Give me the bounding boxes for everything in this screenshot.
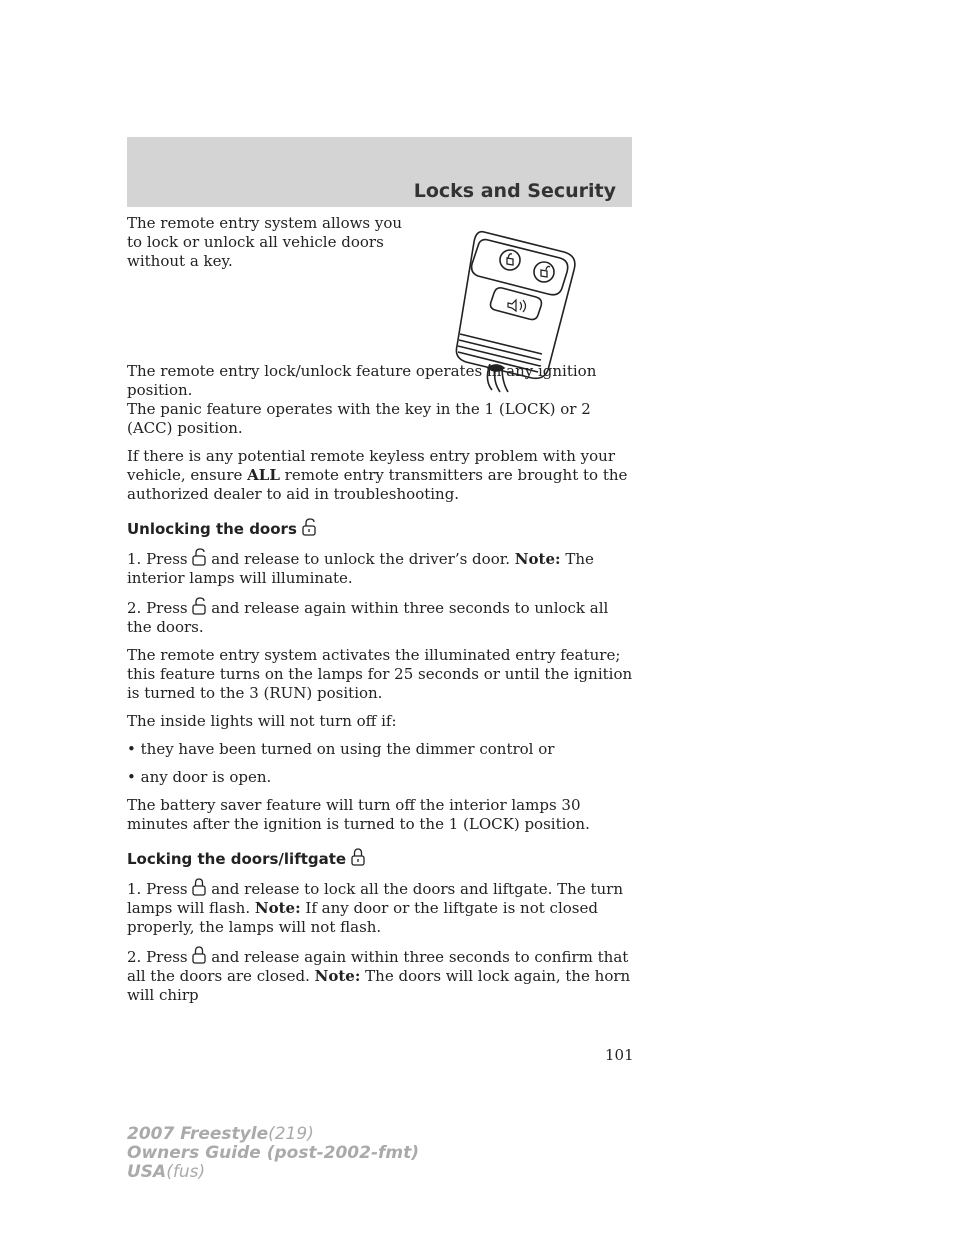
- intro-text: The remote entry system allows you to lock or unlock all vehicle doors without a key.: [127, 214, 403, 270]
- page-content: [127, 214, 637, 1014]
- bullet-item: • any door is open.: [127, 768, 272, 786]
- lock-padlock-icon: [192, 878, 206, 896]
- lock-step-2: 2. Press and release again within three seconds to confirm that all the doors are closed. Note: The doors will lock again, the horn will chirp: [127, 948, 631, 1004]
- footer: 2007 Freestyle(219) Owners Guide (post-2002-fmt) USA(fus): [127, 1124, 420, 1182]
- unlock-step-2: 2. Press and release again within three seconds to unlock all the doors.: [127, 599, 609, 636]
- header-band: [127, 137, 632, 207]
- lock-padlock-icon: [192, 946, 206, 964]
- section-title: Locks and Security: [413, 180, 616, 202]
- heading-unlocking: Unlocking the doors: [127, 518, 637, 539]
- paragraph-panic: The panic feature operates with the key in the 1 (LOCK) or 2 (ACC) position.: [127, 400, 591, 437]
- unlock-padlock-icon: [192, 597, 206, 615]
- unlock-step-1: 1. Press and release to unlock the driver’s door. Note: The interior lamps will illuminate.: [127, 550, 594, 587]
- illuminated-entry-text: The remote entry system activates the illuminated entry feature; this feature turns on the lamps for 25 seconds or until the ignition is turned to the 3 (RUN) position.: [127, 646, 633, 702]
- heading-locking: Locking the doors/liftgate: [127, 848, 637, 869]
- battery-saver-text: The battery saver feature will turn off the interior lamps 30 minutes after the ignition is turned to the 1 (LOCK) position.: [127, 796, 590, 833]
- inside-lights-intro: The inside lights will not turn off if:: [127, 712, 397, 730]
- lock-step-1: 1. Press and release to lock all the doors and liftgate. The turn lamps will flash. Note: If any door or the liftgate is not closed properly, the lamps will not flash.: [127, 880, 623, 936]
- page-number: 101: [605, 1046, 634, 1064]
- paragraph-troubleshooting: If there is any potential remote keyless entry problem with your vehicle, ensure ALL remote entry transmitters are brought to the authorized dealer to aid in troubleshooting.: [127, 447, 628, 503]
- emphasis-all: ALL: [247, 466, 280, 484]
- lock-padlock-icon: [351, 848, 365, 866]
- bullet-item: • they have been turned on using the dimmer control or: [127, 740, 555, 758]
- unlock-padlock-icon: [192, 548, 206, 566]
- paragraph-lock-unlock: The remote entry lock/unlock feature operates in any ignition position.: [127, 362, 597, 399]
- unlock-padlock-icon: [302, 518, 316, 536]
